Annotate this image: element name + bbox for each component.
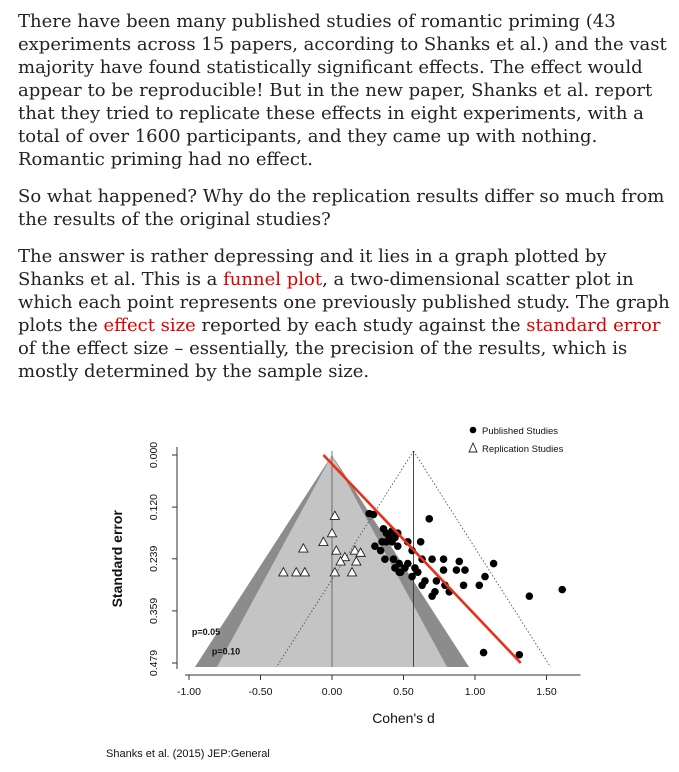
funnel-plot-figure [90,418,630,768]
published-study-point [408,573,416,581]
y-axis-title: Standard error [109,510,125,608]
legend-replication-marker [469,443,477,452]
published-study-point [428,555,436,563]
y-tick-label: 0.000 [148,441,160,469]
y-tick-label: 0.479 [148,649,160,677]
legend-published-label: Published Studies [482,426,559,437]
published-study-point [481,573,489,581]
published-study-point [558,586,566,594]
x-tick-label: 0.50 [393,686,414,698]
x-tick-label: 1.00 [464,686,486,698]
paragraph-3-text-3: reported by each study against the [195,315,527,336]
paragraph-3 [18,245,670,383]
paragraph-1: There have been many published studies of romantic priming (43 experiments across 15 papers, according to Shanks et al.) and the vast majority have found statistically significant effects. The effect would appear to be reproducible! But in the new paper, Shanks et al. report that they tried to replicate these effects in eight experiments, with a total of over 1600 participants, and they came up with nothing. Romantic priming had no effect. [18,11,667,170]
published-study-point [377,547,385,555]
published-study-point [475,581,483,589]
figure-citation: Shanks et al. (2015) JEP:General [106,748,270,760]
funnel-plot-link[interactable]: funnel plot [223,269,323,290]
x-axis-title: Cohen's d [372,710,435,726]
published-study-point [418,581,426,589]
standard-error-link[interactable]: standard error [526,315,661,336]
x-tick-label: 0.00 [321,686,343,698]
paragraph-3-text-4: of the effect size – essentially, the precision of the results, which is mostly determined by the sample size. [18,338,628,382]
published-study-point [490,560,498,568]
legend-replication-label: Replication Studies [482,444,564,455]
published-study-point [394,542,402,550]
y-tick-label: 0.239 [148,545,160,572]
effect-size-link[interactable]: effect size [103,315,196,336]
published-study-point [455,558,463,566]
published-study-point [397,568,405,576]
published-study-point [453,566,461,574]
legend-published-marker [470,427,477,434]
p05-label: p=0.05 [191,627,221,638]
published-study-point [526,592,534,600]
paragraph-3-text-2: , a two-dimensional scatter plot in which each point represents one previously published study. The graph plots the [18,269,670,336]
published-study-point [480,649,488,657]
published-study-point [417,538,425,546]
published-study-point [428,592,436,600]
published-study-point [440,555,448,563]
p10-label: p=0.10 [211,646,241,657]
published-study-point [460,581,468,589]
published-study-point [461,566,469,574]
published-study-point [381,555,389,563]
y-tick-label: 0.120 [148,493,160,521]
published-study-point [425,515,433,523]
funnel-plot-chart [90,418,630,768]
published-study-point [440,566,448,574]
x-tick-label: 1.50 [536,686,557,698]
x-tick-label: -1.00 [177,686,201,698]
y-tick-label: 0.359 [148,597,160,625]
paragraph-2: So what happened? Why do the replication results differ so much from the results of the original studies? [18,186,665,230]
x-tick-label: -0.50 [248,686,273,698]
article-body [18,10,670,397]
paragraph-3-text-1: The answer is rather depressing and it lies in a graph plotted by Shanks et al. This is a [18,246,607,290]
